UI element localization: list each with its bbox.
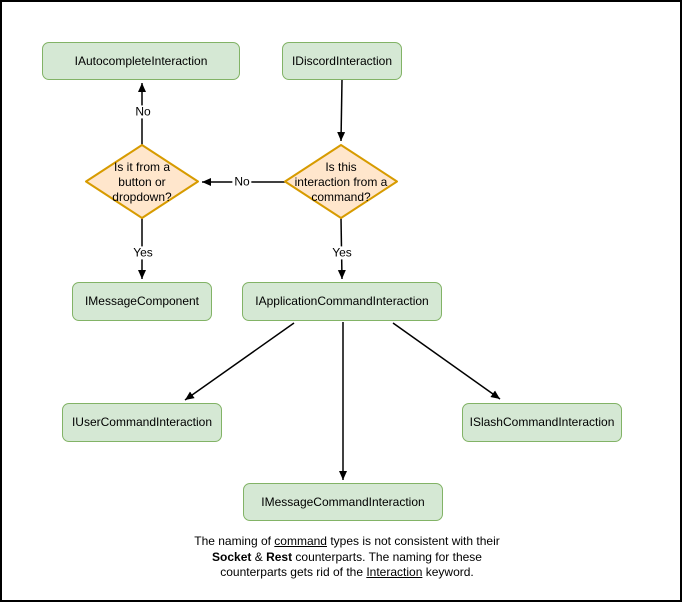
note-segment: & (251, 549, 267, 564)
node-iautocompleteinteraction (42, 42, 240, 80)
node-imessagecomponent (72, 282, 212, 321)
node-imessagecommandinteraction-label: IMessageCommandInteraction (261, 494, 425, 509)
note-text (147, 534, 547, 581)
note-segment: The naming of (194, 534, 275, 548)
edge-label-no-to-autocomplete: No (135, 104, 151, 119)
note-segment: keyword. (422, 565, 474, 579)
edge-to-slash-command (393, 323, 500, 399)
node-iapplicationcommandinteraction (242, 282, 442, 321)
node-iapplicationcommandinteraction-label: IApplicationCommandInteraction (255, 294, 429, 309)
edge-to-user-command (185, 323, 294, 400)
note-segment: types is not consistent with their (326, 534, 500, 548)
decision-from-command-shape (285, 145, 397, 218)
edge-label-no-between-decisions: No (234, 174, 250, 189)
note-bold-rest: Rest (266, 549, 293, 564)
node-idiscordinteraction (282, 42, 402, 80)
node-imessagecommandinteraction (243, 483, 443, 521)
note-bold-socket: Socket (212, 549, 252, 564)
edge-label-yes-to-message-component: Yes (133, 245, 153, 260)
note-segment: counterparts. The naming for these (292, 549, 482, 564)
decision-button-dropdown-shape (86, 145, 198, 218)
decision-from-command-label: Is this interaction from a command? (294, 159, 388, 204)
edge-discord-to-command-decision (341, 80, 342, 141)
edge-label-yes-to-application-command: Yes (332, 245, 352, 260)
note-underline-interaction: Interaction (366, 565, 423, 579)
node-iautocompleteinteraction-label: IAutocompleteInteraction (74, 53, 208, 68)
note-underline-command: command (274, 534, 327, 548)
node-imessagecomponent-label: IMessageComponent (84, 294, 200, 309)
node-islashcommandinteraction-label: ISlashCommandInteraction (469, 415, 615, 430)
node-islashcommandinteraction (462, 403, 622, 442)
node-idiscordinteraction-label: IDiscordInteraction (291, 53, 393, 68)
node-iusercommandinteraction-label: IUserCommandInteraction (71, 415, 213, 430)
note-segment: counterparts gets rid of the (220, 565, 367, 579)
decision-button-dropdown-label: Is it from a button or dropdown? (112, 159, 172, 204)
node-iusercommandinteraction (62, 403, 222, 442)
